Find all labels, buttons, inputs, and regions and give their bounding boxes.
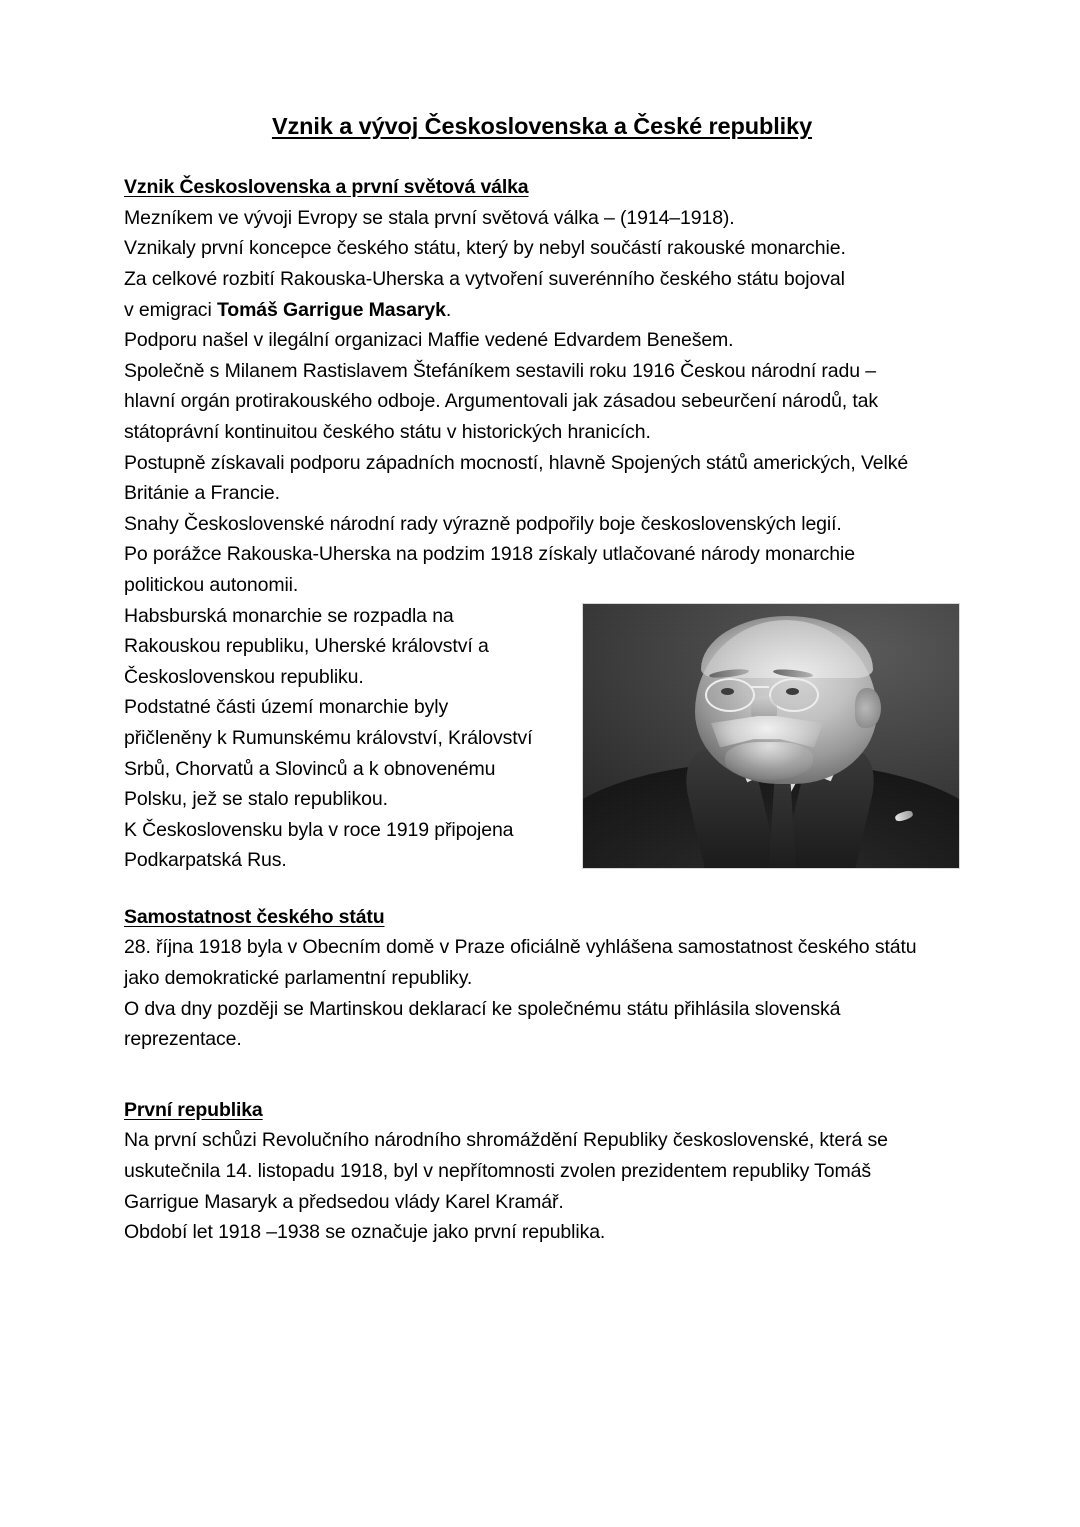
paragraph-line: Habsburská monarchie se rozpadla na [124,604,454,627]
text-column-beside-photo [124,601,564,876]
paragraph-line: Období let 1918 –1938 se označuje jako první republika. [124,1221,606,1244]
paragraph-line: Polsku, jež se stalo republikou. [124,788,388,811]
masaryk-name-bold: Tomáš Garrigue Masaryk [216,298,446,321]
document-content [124,112,960,1248]
masaryk-line-suffix: . [445,298,452,321]
section-heading-samostatnost: Samostatnost českého státu [124,905,385,928]
paragraph-line: státoprávní kontinuitou českého státu v historických hranicích. [124,421,651,444]
paragraph-line: Společně s Milanem Rastislavem Štefáníkem sestavili roku 1916 Českou národní radu – [124,359,877,382]
paragraph-line: Garrigue Masaryk a předsedou vlády Karel Kramář. [124,1190,564,1213]
page-title: Vznik a vývoj Československa a České republiky [271,113,813,139]
paragraph-line: Podstatné části území monarchie byly [124,696,449,719]
section-spacer [124,1055,960,1095]
photo-ear [855,688,881,728]
paragraph-line: uskutečnila 14. listopadu 1918, byl v nepřítomnosti zvolen prezidentem republiky Tomáš [124,1159,871,1182]
masaryk-photo-figure [582,603,960,869]
paragraph-line: K Československu byla v roce 1919 připojena [124,818,514,841]
paragraph-line: Srbů, Chorvatů a Slovinců a k obnovenému [124,757,496,780]
paragraph-line: 28. října 1918 byla v Obecním domě v Praze oficiálně vyhlášena samostatnost českého státu [124,936,917,959]
paragraph-line: Rakouskou republiku, Uherské království a [124,635,489,658]
paragraph-line-masaryk [124,295,960,326]
photo-eyeglass-left [705,678,755,712]
photo-eye-right [786,688,799,695]
paragraph-line: jako demokratické parlamentní republiky. [124,967,473,990]
photo-eyeglass-bridge [751,686,769,688]
photo-beard [725,742,813,780]
paragraph-line: Vznikaly první koncepce českého státu, který by nebyl součástí rakouské monarchie. [124,237,846,260]
text-with-photo-block [124,601,960,876]
masaryk-portrait-photo [582,603,960,869]
paragraph-line: reprezentace. [124,1028,242,1051]
paragraph-line: hlavní orgán protirakouského odboje. Argumentovali jak zásadou sebeurčení národů, tak [124,390,879,413]
paragraph-line: Mezníkem ve vývoji Evropy se stala první světová válka – (1914–1918). [124,206,735,229]
paragraph-line: Podkarpatská Rus. [124,849,287,872]
paragraph-line: Postupně získavali podporu západních mocností, hlavně Spojených států amerických, Velké [124,451,909,474]
photo-eye-left [721,688,734,695]
paragraph-line: Československou republiku. [124,665,364,688]
paragraph-line: Za celkové rozbití Rakouska-Uherska a vytvoření suverénního českého státu bojoval [124,268,845,291]
paragraph-line: politickou autonomii. [124,574,299,596]
section-heading-prvni-republika: První republika [124,1098,263,1121]
paragraph-line: Snahy Československé národní rady výrazně podpořily boje československých legií. [124,512,842,535]
paragraph-line: Na první schůzi Revolučního národního shromáždění Republiky československé, která se [124,1129,888,1152]
paragraph-line: O dva dny později se Martinskou deklarací ke společnému státu přihlásila slovenská [124,997,841,1020]
section-heading-vznik: Vznik Československa a první světová válka [124,176,529,199]
masaryk-line-prefix: v emigraci [124,298,217,321]
paragraph-line: Británie a Francie. [124,482,280,505]
section-spacer [124,876,960,902]
paragraph-line: Podporu našel v ilegální organizaci Maffie vedené Edvardem Benešem. [124,329,734,352]
paragraph-line: přičleněny k Rumunskému království, Království [124,726,533,749]
paragraph-line: Po porážce Rakouska-Uherska na podzim 1918 získaly utlačované národy monarchie [124,543,855,566]
